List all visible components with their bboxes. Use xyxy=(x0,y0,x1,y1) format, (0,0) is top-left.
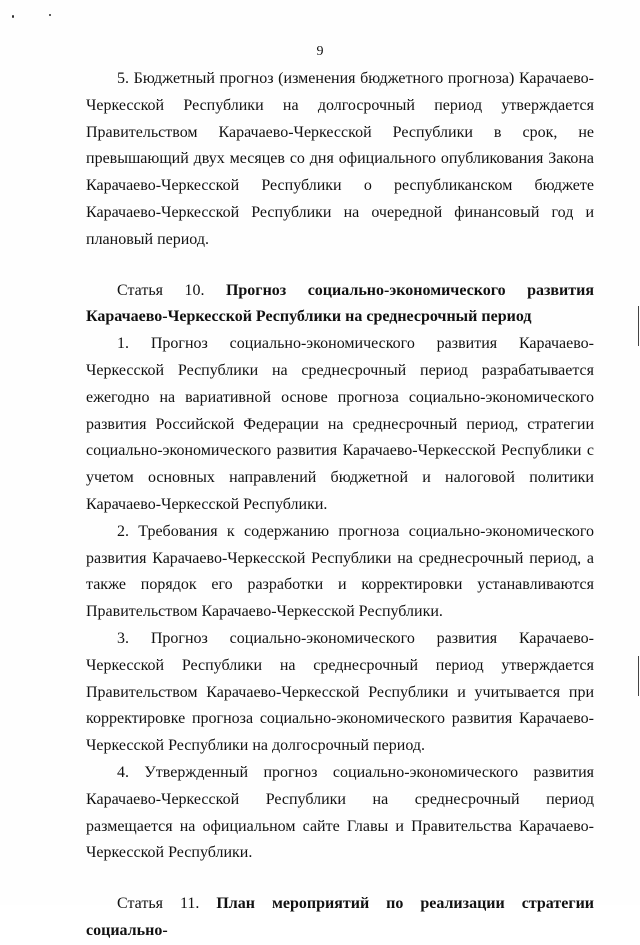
article-10-item-1: 1. Прогноз социально-экономического развития Карачаево-Черкесской Республики на среднесрочный период разрабатывается ежегодно на вариативной основе прогноза социально-экономического развития Российской Федерации на среднесрочный период, стратегии социально-экономического развития Карачаево-Черкесской Республики с учетом основных направлений бюджетной и налоговой политики Карачаево-Черкесской Республики. xyxy=(86,335,594,513)
article-10-title: Прогноз социально-экономического развития Карачаево-Черкесской Республики на среднесрочный период xyxy=(86,281,595,326)
article-11-label: Статья 11. xyxy=(117,895,200,913)
scan-speck xyxy=(49,14,51,16)
article-10-item-2: 2. Требования к содержанию прогноза социально-экономического развития Карачаево-Черкесской Республики на среднесрочный период, а также порядок его разработки и корректировки устанавливаются Правительством Карачаево-Черкесской Республики. xyxy=(86,522,594,621)
scan-speck xyxy=(12,15,14,18)
document-body xyxy=(86,66,594,945)
paragraph-budget-forecast: 5. Бюджетный прогноз (изменения бюджетного прогноза) Карачаево-Черкесской Республики на долгосрочный период утверждается Правительством Карачаево-Черкесской Республики в срок, не превышающий двух месяцев со дня официального опубликования Закона Карачаево-Черкесской Республики о республиканском бюджете Карачаево-Черкесской Республики на очередной финансовый год и плановый период. xyxy=(86,70,594,248)
scan-edge-line xyxy=(638,656,639,696)
article-10-item-4: 4. Утвержденный прогноз социально-экономического развития Карачаево-Черкесской Республики на среднесрочный период размещается на официальном сайте Главы и Правительства Карачаево-Черкесской Республики. xyxy=(86,763,594,862)
article-10-label: Статья 10. xyxy=(117,281,205,299)
article-10-heading xyxy=(86,278,594,332)
page-number: 9 xyxy=(316,44,324,59)
scan-edge-line xyxy=(638,306,639,346)
article-10-item-3: 3. Прогноз социально-экономического развития Карачаево-Черкесской Республики на среднесрочный период утверждается Правительством Карачаево-Черкесской Республики и учитывается при корректировке прогноза социально-экономического развития Карачаево-Черкесской Республики на долгосрочный период. xyxy=(86,629,594,755)
article-11-title: План мероприятий по реализации стратегии социально- xyxy=(86,895,595,939)
article-11-heading xyxy=(86,891,594,945)
